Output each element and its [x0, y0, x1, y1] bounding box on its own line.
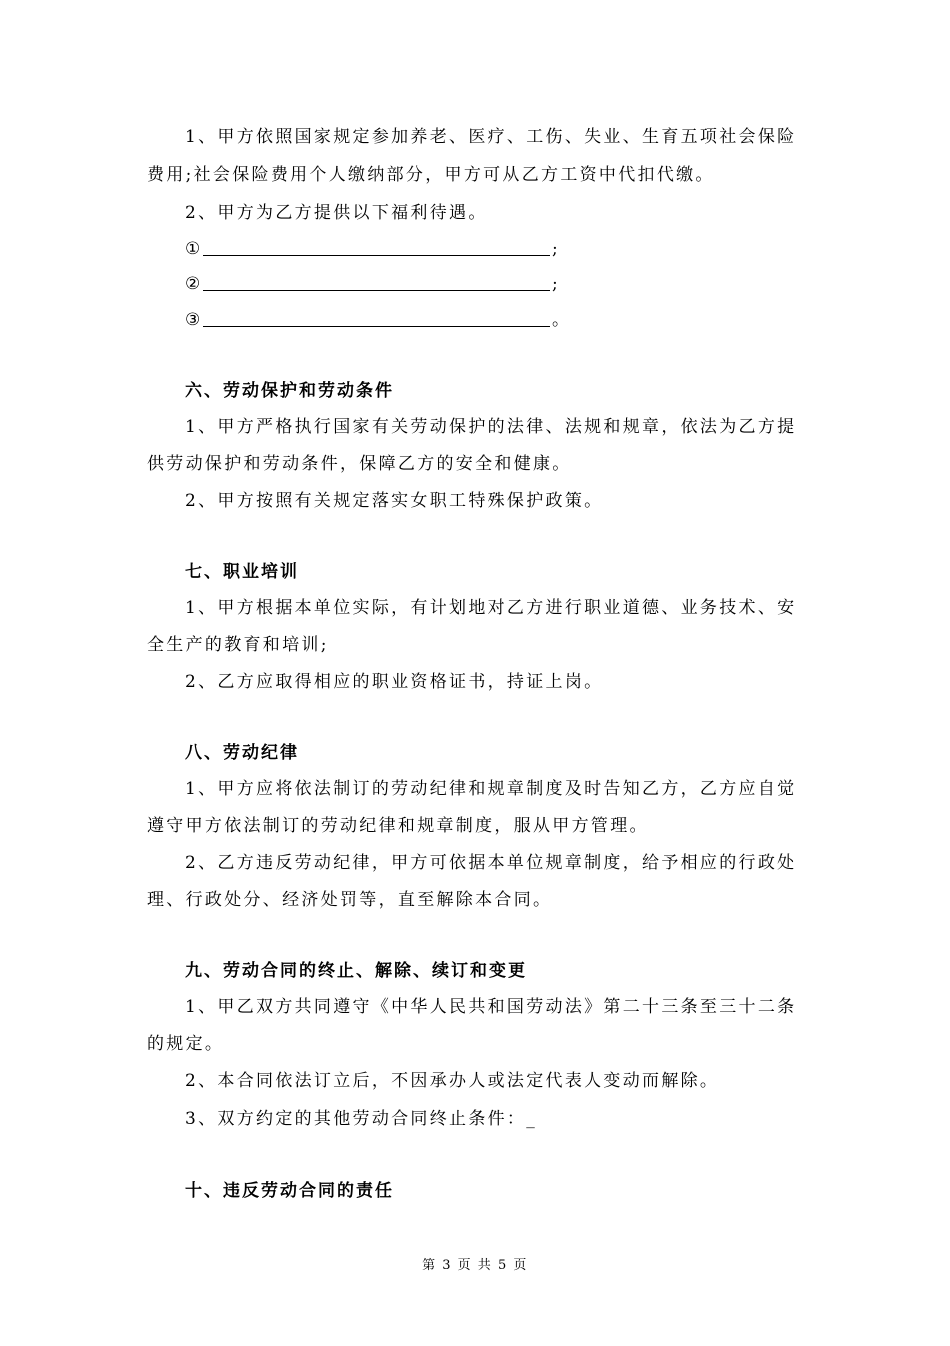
s7-title: 七、职业培训: [185, 562, 299, 582]
s5-p1-line1: 1、甲方依照国家规定参加养老、医疗、工伤、失业、生育五项社会保险: [185, 127, 797, 147]
s9-p3: 3、双方约定的其他劳动合同终止条件：_: [185, 1109, 538, 1129]
s8-p2-line1: 2、乙方违反劳动纪律，甲方可依据本单位规章制度，给予相应的行政处: [185, 853, 797, 873]
s9-title: 九、劳动合同的终止、解除、续订和变更: [185, 961, 527, 981]
s5-p2: 2、甲方为乙方提供以下福利待遇。: [185, 203, 488, 223]
s6-title: 六、劳动保护和劳动条件: [185, 381, 394, 401]
blank-mark: ③: [185, 310, 201, 330]
benefit-blank-1: [185, 238, 558, 260]
blank-end: ;: [552, 274, 558, 294]
s8-p1-line2: 遵守甲方依法制订的劳动纪律和规章制度，服从甲方管理。: [147, 816, 649, 836]
s7-p1-line1: 1、甲方根据本单位实际，有计划地对乙方进行职业道德、业务技术、安: [185, 598, 797, 618]
blank-end: 。: [552, 310, 569, 330]
s6-p1-line2: 供劳动保护和劳动条件，保障乙方的安全和健康。: [147, 454, 572, 474]
blank-mark: ①: [185, 239, 201, 259]
blank-mark: ②: [185, 274, 201, 294]
s9-p2: 2、本合同依法订立后，不因承办人或法定代表人变动而解除。: [185, 1071, 720, 1091]
s7-p1-line2: 全生产的教育和培训;: [147, 635, 329, 655]
s5-p1-line2: 费用;社会保险费用个人缴纳部分，甲方可从乙方工资中代扣代缴。: [147, 165, 715, 185]
s8-p2-line2: 理、行政处分、经济处罚等，直至解除本合同。: [147, 890, 553, 910]
s9-p1-line2: 的规定。: [147, 1034, 225, 1054]
benefit-blank-3: [185, 309, 569, 331]
blank-underline: [203, 273, 550, 291]
blank-end: ;: [552, 239, 558, 259]
benefit-blank-2: [185, 273, 558, 295]
s6-p1-line1: 1、甲方严格执行国家有关劳动保护的法律、法规和规章，依法为乙方提: [185, 417, 797, 437]
s7-p2: 2、乙方应取得相应的职业资格证书，持证上岗。: [185, 672, 604, 692]
s6-p2: 2、甲方按照有关规定落实女职工特殊保护政策。: [185, 491, 604, 511]
blank-underline: [203, 309, 550, 327]
s8-title: 八、劳动纪律: [185, 743, 299, 763]
blank-underline: [203, 238, 550, 256]
s10-title: 十、违反劳动合同的责任: [185, 1181, 394, 1201]
s9-p1-line1: 1、甲乙双方共同遵守《中华人民共和国劳动法》第二十三条至三十二条: [185, 997, 797, 1017]
s8-p1-line1: 1、甲方应将依法制订的劳动纪律和规章制度及时告知乙方，乙方应自觉: [185, 779, 797, 799]
page-footer: 第 3 页 共 5 页: [422, 1258, 528, 1273]
